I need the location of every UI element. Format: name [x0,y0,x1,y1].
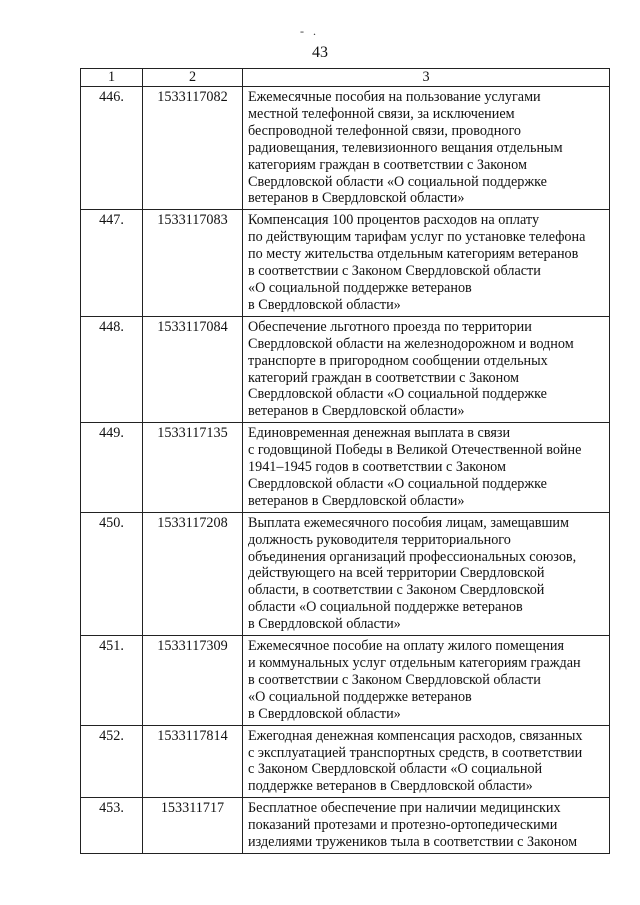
description-line: поддержке ветеранов в Свердловской области» [248,778,533,795]
row-number: 450. [81,512,143,635]
description-line: действующего на всей территории Свердловской [248,565,545,582]
description-line: Бесплатное обеспечение при наличии медицинских [248,800,561,817]
header-col-2: 2 [143,69,243,87]
budget-code: 153311717 [143,798,243,854]
description-line: Свердловской области «О социальной поддержке [248,386,547,403]
description-line: Единовременная денежная выплата в связи [248,425,511,442]
description-line: категорий граждан в соответствии с Законом [248,369,520,386]
row-description [243,87,610,210]
description-line: с годовщиной Победы в Великой Отечественной войне [248,442,582,459]
description-line: «О социальной поддержке ветеранов [248,279,472,296]
header-col-3: 3 [243,69,610,87]
budget-code: 1533117814 [143,725,243,798]
description-line: с Законом Свердловской области «О социальной [248,761,543,778]
description-line: по действующим тарифам услуг по установке телефона [248,229,586,246]
description-line: Выплата ежемесячного пособия лицам, замещавшим [248,514,569,531]
description-line: Ежегодная денежная компенсация расходов, связанных [248,727,583,744]
description-line: «О социальной поддержке ветеранов [248,688,472,705]
description-line: объединения организаций профессиональных союзов, [248,548,577,565]
row-number: 452. [81,725,143,798]
row-description [243,316,610,422]
description-line: Свердловской области «О социальной поддержке [248,173,547,190]
description-line: области, в соответствии с Законом Свердловской [248,582,545,599]
description-line: транспорте в пригородном сообщении отдельных [248,352,548,369]
table-row [81,316,610,422]
row-description [243,210,610,316]
budget-code: 1533117208 [143,512,243,635]
description-line: области «О социальной поддержке ветеранов [248,599,523,616]
description-line: ветеранов в Свердловской области» [248,403,465,420]
description-line: местной телефонной связи, за исключением [248,105,515,122]
table-row [81,512,610,635]
table-row [81,210,610,316]
description-line: по месту жительства отдельным категориям ветеранов [248,246,579,263]
description-line: беспроводной телефонной связи, проводного [248,122,521,139]
row-number: 453. [81,798,143,854]
description-line: Ежемесячные пособия на пользование услугами [248,89,541,105]
description-line: Ежемесячное пособие на оплату жилого помещения [248,638,565,655]
row-number: 448. [81,316,143,422]
table-row [81,725,610,798]
description-line: ветеранов в Свердловской области» [248,190,465,207]
description-line: Обеспечение льготного проезда по территории [248,318,532,335]
row-description [243,798,610,854]
table-row [81,87,610,210]
description-line: с эксплуатацией транспортных средств, в соответствии [248,744,583,761]
budget-code: 1533117083 [143,210,243,316]
row-description [243,512,610,635]
description-line: Свердловской области «О социальной поддержке [248,475,547,492]
row-number: 451. [81,636,143,726]
row-description [243,423,610,513]
description-line: ветеранов в Свердловской области» [248,492,465,509]
budget-code: 1533117082 [143,87,243,210]
row-number: 447. [81,210,143,316]
table-header-row [81,69,610,87]
description-line: 1941–1945 годов в соответствии с Законом [248,459,506,476]
description-line: показаний протезами и протезно-ортопедическими [248,817,558,834]
table-row [81,423,610,513]
page-number: 43 [312,44,328,61]
description-line: в Свердловской области» [248,616,401,633]
row-description [243,636,610,726]
description-line: должность руководителя территориального [248,531,511,548]
description-line: в соответствии с Законом Свердловской области [248,263,541,280]
description-line: в Свердловской области» [248,296,401,313]
budget-code: 1533117309 [143,636,243,726]
description-line: в Свердловской области» [248,705,401,722]
description-line: радиовещания, телевизионного вещания отдельным [248,139,563,156]
description-line: Свердловской области на железнодорожном и водном [248,335,574,352]
description-line: и коммунальных услуг отдельным категориям граждан [248,655,581,671]
description-line: в соответствии с Законом Свердловской области [248,671,541,688]
description-line: изделиями тружеников тыла в соответствии с Законом [248,834,578,851]
table-row [81,636,610,726]
budget-code: 1533117084 [143,316,243,422]
description-line: категориям граждан в соответствии с Законом [248,156,527,173]
row-description [243,725,610,798]
scan-mark: - . [300,24,319,38]
document-table [80,68,610,854]
row-number: 446. [81,87,143,210]
header-col-1: 1 [81,69,143,87]
row-number: 449. [81,423,143,513]
table-row [81,798,610,854]
budget-code: 1533117135 [143,423,243,513]
description-line: Компенсация 100 процентов расходов на оплату [248,212,540,229]
